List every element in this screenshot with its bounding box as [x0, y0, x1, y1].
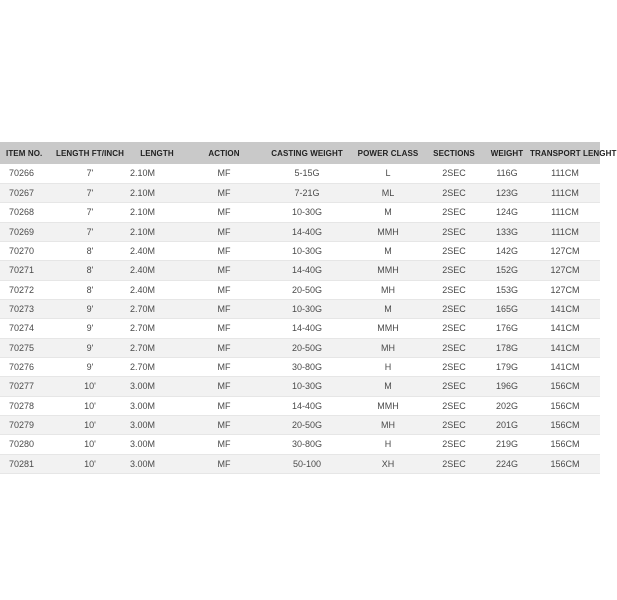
cell-action: MF [186, 415, 262, 434]
header-casting-weight: CASTING WEIGHT [271, 148, 343, 158]
cell-casting-weight: 5-15G [262, 164, 352, 183]
cell-casting-weight: 30-80G [262, 357, 352, 376]
cell-casting-weight: 14-40G [262, 222, 352, 241]
table-row [0, 222, 600, 241]
cell-length-ft-inch: 9' [52, 338, 128, 357]
table-body [0, 164, 600, 474]
cell-transport-length: 111CM [530, 222, 600, 241]
table-header [0, 142, 617, 164]
cell-item-no: 70275 [0, 338, 52, 357]
header-row [0, 142, 600, 164]
cell-weight: 165G [484, 299, 530, 318]
table-row [0, 435, 600, 454]
cell-sections: 2SEC [424, 415, 484, 434]
cell-action: MF [186, 164, 262, 183]
cell-action: MF [186, 435, 262, 454]
cell-sections: 2SEC [424, 203, 484, 222]
cell-action: MF [186, 396, 262, 415]
header-item-no: ITEM NO. [6, 148, 43, 158]
cell-item-no: 70267 [0, 183, 52, 202]
cell-length: 3.00M [128, 435, 186, 454]
cell-length: 2.70M [128, 299, 186, 318]
cell-length-ft-inch: 8' [52, 280, 128, 299]
table-row [0, 377, 600, 396]
cell-length-ft-inch: 10' [52, 377, 128, 396]
cell-transport-length: 127CM [530, 280, 600, 299]
table-row [0, 338, 600, 357]
cell-sections: 2SEC [424, 261, 484, 280]
cell-length-ft-inch: 7' [52, 164, 128, 183]
cell-power-class: ML [352, 183, 424, 202]
cell-action: MF [186, 222, 262, 241]
cell-sections: 2SEC [424, 241, 484, 260]
cell-weight: 152G [484, 261, 530, 280]
cell-sections: 2SEC [424, 338, 484, 357]
cell-item-no: 70274 [0, 319, 52, 338]
cell-action: MF [186, 241, 262, 260]
cell-length-ft-inch: 10' [52, 435, 128, 454]
cell-length-ft-inch: 10' [52, 396, 128, 415]
table-row [0, 415, 600, 434]
cell-transport-length: 111CM [530, 164, 600, 183]
table-row [0, 261, 600, 280]
cell-casting-weight: 20-50G [262, 338, 352, 357]
cell-power-class: M [352, 299, 424, 318]
cell-length-ft-inch: 8' [52, 261, 128, 280]
header-length-ft-inch: LENGTH FT/INCH [55, 148, 125, 158]
cell-length: 3.00M [128, 377, 186, 396]
cell-casting-weight: 7-21G [262, 183, 352, 202]
cell-length-ft-inch: 7' [52, 222, 128, 241]
cell-transport-length: 127CM [530, 261, 600, 280]
cell-item-no: 70276 [0, 357, 52, 376]
cell-transport-length: 141CM [530, 338, 600, 357]
cell-sections: 2SEC [424, 280, 484, 299]
cell-weight: 179G [484, 357, 530, 376]
table-row [0, 396, 600, 415]
table-row [0, 280, 600, 299]
cell-action: MF [186, 203, 262, 222]
cell-transport-length: 156CM [530, 435, 600, 454]
table-row [0, 454, 600, 473]
cell-sections: 2SEC [424, 357, 484, 376]
cell-power-class: MH [352, 280, 424, 299]
cell-transport-length: 111CM [530, 183, 600, 202]
cell-length: 2.40M [128, 261, 186, 280]
cell-transport-length: 141CM [530, 299, 600, 318]
cell-power-class: MMH [352, 261, 424, 280]
cell-casting-weight: 30-80G [262, 435, 352, 454]
cell-power-class: H [352, 435, 424, 454]
cell-transport-length: 111CM [530, 203, 600, 222]
cell-length-ft-inch: 9' [52, 299, 128, 318]
cell-sections: 2SEC [424, 435, 484, 454]
cell-casting-weight: 50-100 [262, 454, 352, 473]
cell-length: 2.70M [128, 357, 186, 376]
cell-item-no: 70268 [0, 203, 52, 222]
cell-transport-length: 156CM [530, 415, 600, 434]
cell-power-class: MMH [352, 319, 424, 338]
cell-weight: 176G [484, 319, 530, 338]
cell-transport-length: 141CM [530, 319, 600, 338]
header-sections: SECTIONS [433, 148, 475, 158]
cell-power-class: M [352, 377, 424, 396]
cell-sections: 2SEC [424, 377, 484, 396]
cell-sections: 2SEC [424, 222, 484, 241]
cell-casting-weight: 14-40G [262, 261, 352, 280]
cell-length: 2.10M [128, 222, 186, 241]
cell-length: 3.00M [128, 396, 186, 415]
cell-transport-length: 127CM [530, 241, 600, 260]
cell-weight: 116G [484, 164, 530, 183]
cell-power-class: MH [352, 338, 424, 357]
cell-power-class: MMH [352, 396, 424, 415]
header-length: LENGTH [140, 148, 174, 158]
cell-weight: 178G [484, 338, 530, 357]
header-action: ACTION [208, 148, 240, 158]
cell-casting-weight: 14-40G [262, 396, 352, 415]
cell-length: 3.00M [128, 415, 186, 434]
cell-length: 2.40M [128, 241, 186, 260]
cell-power-class: MMH [352, 222, 424, 241]
table-row [0, 164, 600, 183]
cell-sections: 2SEC [424, 319, 484, 338]
cell-length-ft-inch: 7' [52, 183, 128, 202]
cell-transport-length: 156CM [530, 454, 600, 473]
cell-power-class: H [352, 357, 424, 376]
spec-table [0, 142, 617, 474]
cell-power-class: M [352, 241, 424, 260]
cell-weight: 196G [484, 377, 530, 396]
table-row [0, 299, 600, 318]
cell-power-class: L [352, 164, 424, 183]
cell-transport-length: 156CM [530, 377, 600, 396]
cell-item-no: 70273 [0, 299, 52, 318]
cell-length-ft-inch: 10' [52, 454, 128, 473]
cell-length: 2.40M [128, 280, 186, 299]
cell-weight: 133G [484, 222, 530, 241]
table-row [0, 357, 600, 376]
cell-weight: 153G [484, 280, 530, 299]
cell-item-no: 70280 [0, 435, 52, 454]
cell-action: MF [186, 377, 262, 396]
table-row [0, 319, 600, 338]
cell-sections: 2SEC [424, 299, 484, 318]
cell-item-no: 70281 [0, 454, 52, 473]
table-row [0, 241, 600, 260]
cell-action: MF [186, 299, 262, 318]
cell-length: 2.70M [128, 319, 186, 338]
cell-action: MF [186, 261, 262, 280]
cell-item-no: 70278 [0, 396, 52, 415]
cell-action: MF [186, 338, 262, 357]
cell-weight: 142G [484, 241, 530, 260]
cell-sections: 2SEC [424, 396, 484, 415]
cell-length-ft-inch: 9' [52, 319, 128, 338]
cell-item-no: 70277 [0, 377, 52, 396]
cell-casting-weight: 10-30G [262, 299, 352, 318]
cell-item-no: 70279 [0, 415, 52, 434]
cell-casting-weight: 10-30G [262, 241, 352, 260]
cell-power-class: XH [352, 454, 424, 473]
cell-action: MF [186, 454, 262, 473]
cell-casting-weight: 10-30G [262, 377, 352, 396]
cell-item-no: 70270 [0, 241, 52, 260]
table-row [0, 183, 600, 202]
cell-item-no: 70272 [0, 280, 52, 299]
cell-weight: 202G [484, 396, 530, 415]
cell-action: MF [186, 357, 262, 376]
cell-sections: 2SEC [424, 454, 484, 473]
cell-transport-length: 156CM [530, 396, 600, 415]
cell-sections: 2SEC [424, 183, 484, 202]
header-transport-length: TRANSPORT LENGHT [530, 148, 617, 158]
header-weight: WEIGHT [490, 148, 524, 158]
cell-casting-weight: 14-40G [262, 319, 352, 338]
cell-item-no: 70269 [0, 222, 52, 241]
cell-length-ft-inch: 10' [52, 415, 128, 434]
cell-weight: 201G [484, 415, 530, 434]
cell-action: MF [186, 183, 262, 202]
cell-length: 2.10M [128, 183, 186, 202]
cell-casting-weight: 20-50G [262, 415, 352, 434]
cell-casting-weight: 10-30G [262, 203, 352, 222]
cell-sections: 2SEC [424, 164, 484, 183]
cell-length-ft-inch: 9' [52, 357, 128, 376]
cell-length: 2.70M [128, 338, 186, 357]
cell-power-class: M [352, 203, 424, 222]
cell-casting-weight: 20-50G [262, 280, 352, 299]
cell-length-ft-inch: 8' [52, 241, 128, 260]
cell-weight: 224G [484, 454, 530, 473]
header-power-class: POWER CLASS [357, 148, 419, 158]
cell-length-ft-inch: 7' [52, 203, 128, 222]
cell-length: 3.00M [128, 454, 186, 473]
cell-length: 2.10M [128, 203, 186, 222]
cell-item-no: 70271 [0, 261, 52, 280]
table-row [0, 203, 600, 222]
cell-item-no: 70266 [0, 164, 52, 183]
cell-weight: 219G [484, 435, 530, 454]
cell-action: MF [186, 280, 262, 299]
cell-transport-length: 141CM [530, 357, 600, 376]
cell-action: MF [186, 319, 262, 338]
cell-length: 2.10M [128, 164, 186, 183]
cell-power-class: MH [352, 415, 424, 434]
cell-weight: 124G [484, 203, 530, 222]
cell-weight: 123G [484, 183, 530, 202]
